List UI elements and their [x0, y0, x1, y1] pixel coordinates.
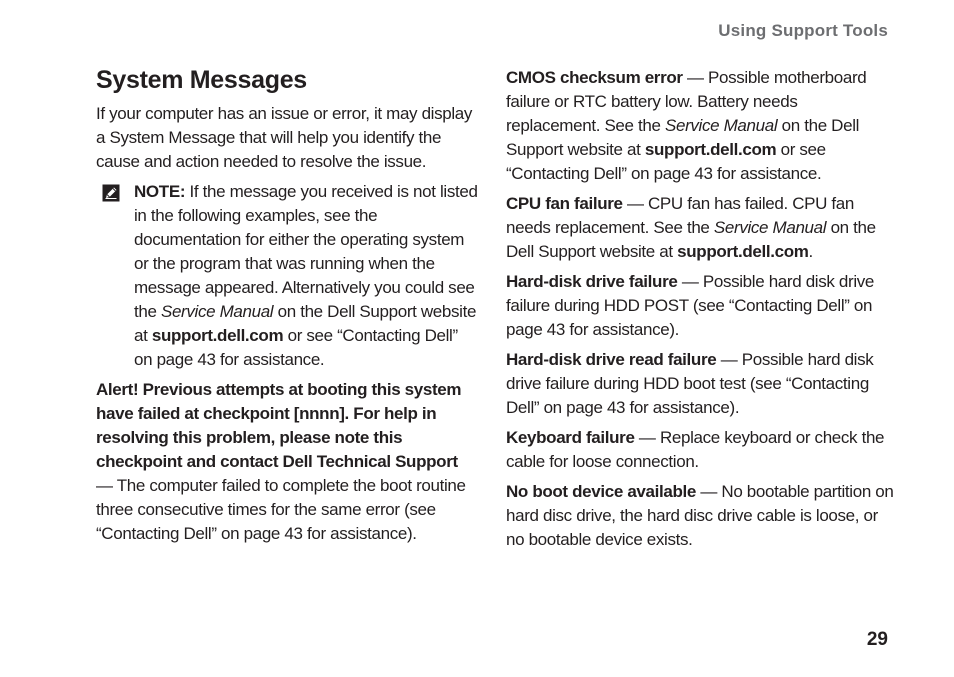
- cmos-entry: [506, 66, 894, 186]
- hdd-failure-description: — Possible hard disk drive failure during HDD POST (see “Contacting Dell” on page 43 for assistance).: [506, 272, 874, 339]
- no-boot-description: — No bootable partition on hard disc drive, the hard disc drive cable is loose, or no bootable device exists.: [506, 482, 894, 549]
- cmos-support-link: support.dell.com: [644, 140, 777, 159]
- alert-entry: [96, 378, 478, 546]
- hdd-failure-entry: [506, 270, 894, 342]
- cmos-term: CMOS checksum error: [506, 68, 683, 87]
- cpu-fan-support-link: support.dell.com: [677, 242, 809, 261]
- cpu-fan-entry: [506, 192, 894, 264]
- section-title: System Messages: [96, 66, 307, 94]
- running-header: Using Support Tools: [718, 21, 888, 40]
- hdd-read-entry: [506, 348, 894, 420]
- no-boot-term: No boot device available: [506, 482, 696, 501]
- note-text-1: If the message you received is not listed in the following examples, see the documentation for either the operating system or the program that was running when the message appeared. Alternatively you could see the: [134, 182, 478, 321]
- right-column: [506, 66, 894, 558]
- cpu-fan-text-1: — CPU fan has failed. CPU fan needs replacement. See the: [506, 194, 854, 237]
- keyboard-description: — Replace keyboard or check the cable for loose connection.: [506, 428, 885, 471]
- intro-paragraph: If your computer has an issue or error, it may display a System Message that will help you identify the cause and action needed to resolve the issue.: [96, 104, 473, 171]
- alert-description: — The computer failed to complete the boot routine three consecutive times for the same error (see “Contacting Dell” on page 43 for assistance).: [96, 476, 466, 543]
- cmos-text-2: on the Dell Support website at: [506, 116, 860, 159]
- hdd-read-term: Hard-disk drive read failure: [506, 350, 717, 369]
- note-pencil-icon: [102, 184, 120, 202]
- no-boot-entry: [506, 480, 894, 552]
- cpu-fan-text-2: on the Dell Support website at: [506, 218, 876, 261]
- note-manual-title: Service Manual: [160, 302, 274, 321]
- cmos-manual-title: Service Manual: [664, 116, 778, 135]
- hdd-read-description: — Possible hard disk drive failure during HDD boot test (see “Contacting Dell” on page 43 for assistance).: [506, 350, 874, 417]
- cpu-fan-manual-title: Service Manual: [713, 218, 827, 237]
- cmos-text-3: or see “Contacting Dell” on page 43 for assistance.: [506, 140, 826, 183]
- cmos-text-1: — Possible motherboard failure or RTC battery low. Battery needs replacement. See the: [506, 68, 867, 135]
- keyboard-entry: [506, 426, 894, 474]
- keyboard-term: Keyboard failure: [506, 428, 635, 447]
- note-text-3: or see “Contacting Dell” on page 43 for assistance.: [134, 326, 458, 369]
- page-number: 29: [866, 629, 888, 650]
- cpu-fan-text-3: .: [808, 242, 813, 261]
- note-support-link: support.dell.com: [151, 326, 284, 345]
- left-column: [96, 64, 478, 552]
- note-text-2: on the Dell Support website at: [134, 302, 477, 345]
- hdd-failure-term: Hard-disk drive failure: [506, 272, 678, 291]
- cpu-fan-term: CPU fan failure: [506, 194, 623, 213]
- alert-term: Alert! Previous attempts at booting this system have failed at checkpoint [nnnn]. For help in resolving this problem, please note this checkpoint and contact Dell Technical Support: [96, 380, 462, 471]
- note-label: NOTE:: [134, 182, 186, 201]
- note-block: [96, 180, 478, 372]
